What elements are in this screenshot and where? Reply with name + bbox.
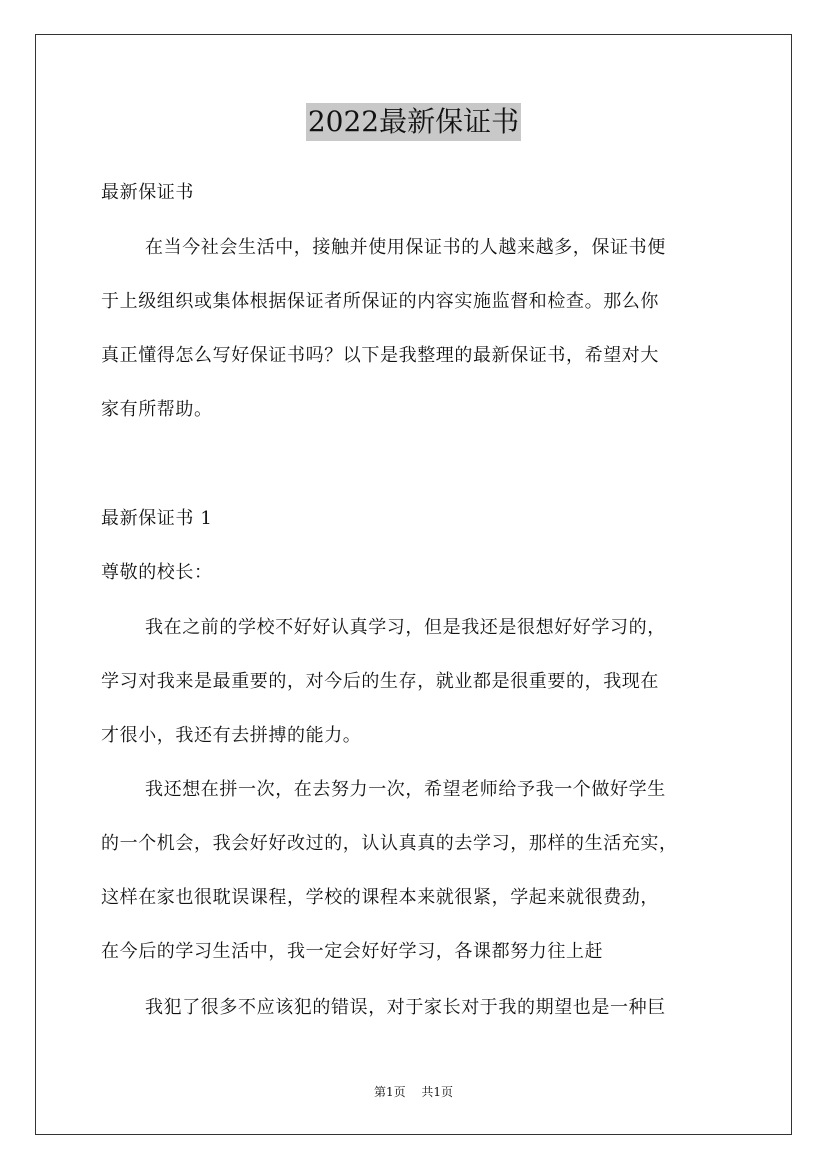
page-footer — [0, 1083, 827, 1100]
paragraph-line: 才很小，我还有去拼搏的能力。 — [101, 725, 362, 746]
paragraph-line: 于上级组织或集体根据保证者所保证的内容实施监督和检查。那么你 — [101, 291, 659, 312]
paragraph-line: 家有所帮助。 — [101, 399, 213, 420]
paragraph-line: 我犯了很多不应该犯的错误，对于家长对于我的期望也是一种巨 — [145, 997, 666, 1018]
document-title: 2022最新保证书 — [306, 103, 521, 141]
section-heading: 最新保证书 1 — [101, 508, 213, 529]
paragraph-line: 真正懂得怎么写好保证书吗？以下是我整理的最新保证书，希望对大 — [101, 345, 659, 366]
paragraph-line: 在当今社会生活中，接触并使用保证书的人越来越多，保证书便 — [145, 237, 666, 258]
paragraph-line: 我还想在拼一次，在去努力一次，希望老师给予我一个做好学生 — [145, 779, 666, 800]
section-heading: 最新保证书 — [101, 182, 194, 203]
paragraph-line: 这样在家也很耽误课程，学校的课程本来就很紧，学起来就很费劲， — [101, 887, 659, 908]
page-number-total: 共1页 — [421, 1085, 454, 1099]
page-number-current: 第1页 — [373, 1085, 406, 1099]
salutation: 尊敬的校长： — [101, 562, 213, 583]
title-container — [0, 103, 827, 141]
paragraph-line: 在今后的学习生活中，我一定会好好学习，各课都努力往上赶 — [101, 941, 604, 962]
paragraph-line: 的一个机会，我会好好改过的，认认真真的去学习，那样的生活充实， — [101, 833, 678, 854]
paragraph-line: 学习对我来是最重要的，对今后的生存，就业都是很重要的，我现在 — [101, 671, 659, 692]
paragraph-line: 我在之前的学校不好好认真学习，但是我还是很想好好学习的， — [145, 617, 666, 638]
